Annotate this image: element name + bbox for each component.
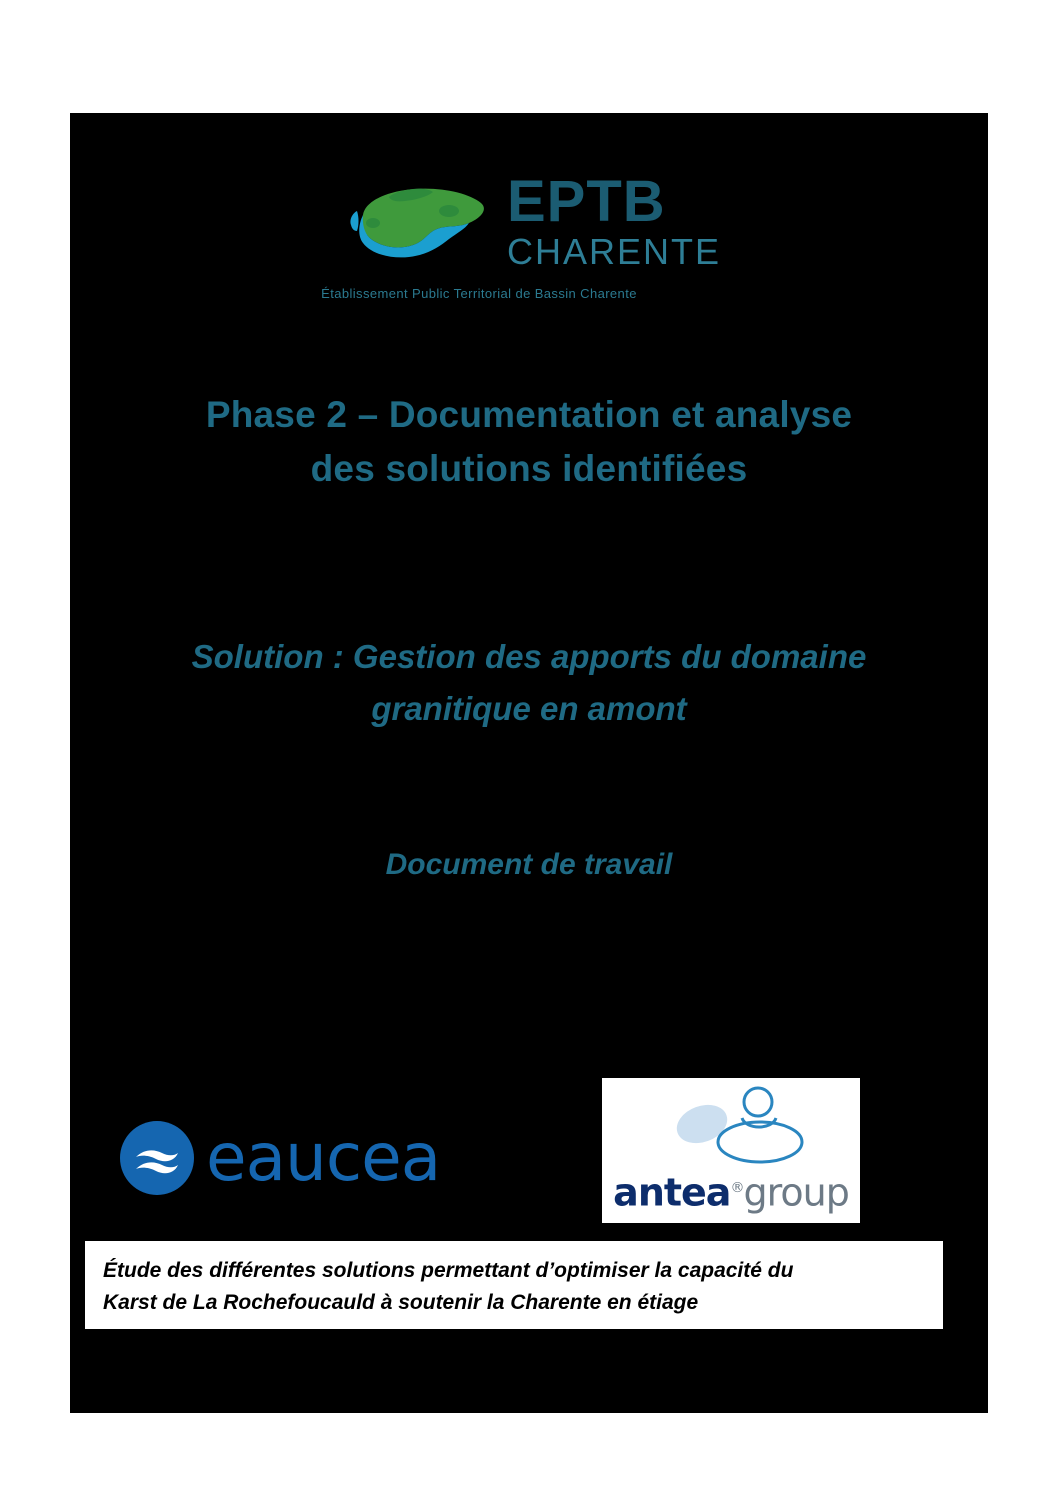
solution-subtitle-line1: Solution : Gestion des apports du domaine <box>191 638 867 675</box>
antea-wordmark-light: group <box>743 1170 849 1215</box>
eptb-logo <box>70 169 988 313</box>
wave-circle-icon <box>120 1121 194 1195</box>
abstract-figure-icon <box>672 1084 812 1170</box>
eptb-title: EPTB <box>507 169 666 234</box>
antea-wordmark <box>602 1166 860 1215</box>
charente-basin-map-icon <box>329 175 509 275</box>
solution-subtitle <box>110 631 948 735</box>
antea-wordmark-bold: antea <box>613 1170 731 1215</box>
page-title-line1: Phase 2 – Documentation et analyse <box>205 394 853 435</box>
eptb-tagline: Établissement Public Territorial de Bassin Charente <box>321 286 637 301</box>
study-caption <box>85 1241 943 1329</box>
eaucea-wordmark: eaucea <box>206 1119 441 1196</box>
study-caption-line2: Karst de La Rochefoucauld à soutenir la Charente en étiage <box>103 1291 699 1314</box>
registered-mark: ® <box>730 1180 744 1196</box>
page-title-line2: des solutions identifiées <box>310 448 748 489</box>
eaucea-logo <box>120 1113 510 1203</box>
solution-subtitle-line2: granitique en amont <box>371 690 687 727</box>
study-caption-line1: Étude des différentes solutions permettant d’optimiser la capacité du <box>103 1259 794 1282</box>
document-type-label: Document de travail <box>385 848 673 881</box>
antea-group-logo <box>602 1078 860 1223</box>
page-title <box>110 388 948 496</box>
cover-page <box>70 113 988 1413</box>
eptb-subtitle: CHARENTE <box>507 231 722 272</box>
